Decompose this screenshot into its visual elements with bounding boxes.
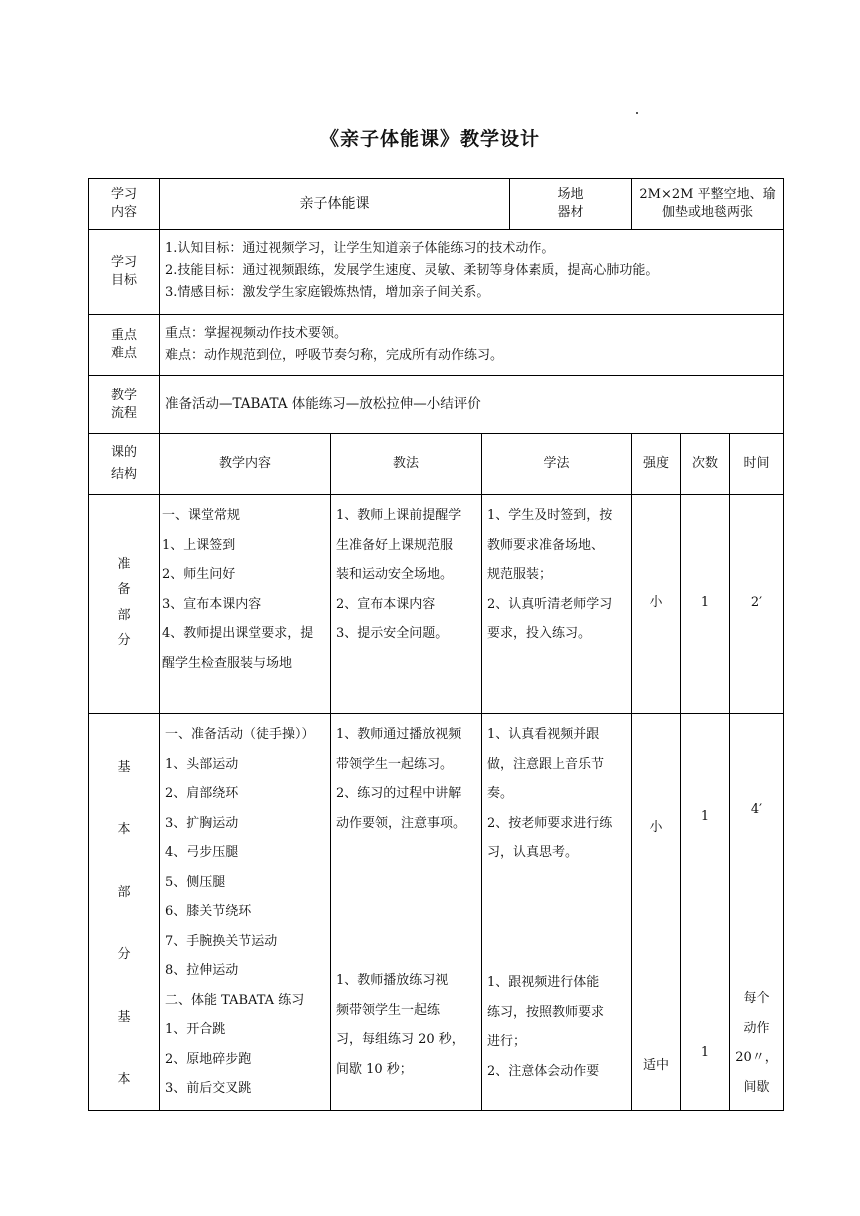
duration-line: 间歇 [743,1079,770,1095]
part-char: 备 [117,582,131,598]
prep-duration-cell [729,494,784,714]
label-venue: 场地 器材 [509,178,632,230]
part-char: 分 [117,947,131,963]
content-line: 1、开合跳 [165,1022,226,1037]
learn-line: 奏。 [487,786,514,801]
header-content: 教学内容 [159,433,331,495]
prep-intensity: 小 [649,595,663,610]
learn-line: 1、跟视频进行体能 [487,975,600,990]
prep-content [159,494,331,714]
learn-line: 教师要求准备场地、 [487,537,605,553]
content-line: 2、师生问好 [162,567,236,583]
teach-line: 装和运动安全场地。 [336,567,454,583]
teach-line: 间歇 10 秒； [336,1061,413,1077]
content-line: 5、侧压腿 [165,874,226,890]
part-char: 本 [117,822,131,838]
part-char: 部 [117,884,131,900]
prep-learn [481,494,632,714]
learn-line: 习，认真思考。 [487,845,579,860]
content-line: 6、膝关节绕环 [165,904,252,919]
content-line: 7、手腕换关节运动 [165,933,278,949]
content-line: 2、原地碎步跑 [165,1051,252,1067]
goal-line: 1.认知目标：通过视频学习，让学生知道亲子体能练习的技术动作。 [165,241,555,256]
goal-line: 3.情感目标：激发学生家庭锻炼热情，增加亲子间关系。 [165,285,490,300]
page-title: 《亲子体能课》教学设计 [319,128,540,150]
teach-line: 3、提示安全问题。 [336,626,449,642]
part-char: 分 [117,632,131,648]
label-study-content: 学习 内容 [88,178,160,230]
content-line: 8、拉伸运动 [165,963,239,978]
learn-line: 练习，按照教师要求 [487,1004,605,1020]
basic-duration-1: 4′ [750,802,763,817]
goal-line: 2.技能目标：通过视频跟练，发展学生速度、灵敏、柔韧等身体素质，提高心肺功能。 [165,263,659,278]
basic-learn [481,713,632,1111]
teach-line: 1、教师上课前提醒学 [336,508,462,523]
teach-line: 频带领学生一起练 [336,1002,441,1018]
basic-intensity-cell [631,713,681,1111]
prep-part-label [88,494,160,714]
content-line: 1、头部运动 [165,756,239,772]
teach-line: 2、宣布本课内容 [336,596,436,612]
teach-line: 习，每组练习 20 秒， [336,1032,465,1047]
basic-intensity-2: 适中 [642,1058,669,1073]
content-line: 3、扩胸运动 [165,815,239,831]
duration-line: 20〃， [735,1050,778,1065]
header-teach: 教法 [330,433,482,495]
venue-value: 2M×2M 平整空地、瑜 伽垫或地毯两张 [631,178,784,230]
flow-content: 准备活动—TABATA 体能练习—放松拉伸—小结评价 [159,375,784,434]
basic-duration-cell [729,713,784,1111]
teach-line: 带领学生一起练习。 [336,756,454,772]
learn-line: 1、学生及时签到，按 [487,508,613,523]
stray-dot [636,112,638,114]
prep-teach [330,494,482,714]
header-learn: 学法 [481,433,632,495]
basic-times-2: 1 [700,1045,710,1060]
header-intensity: 强度 [631,433,681,495]
part-char: 部 [117,607,131,623]
teach-line: 1、教师播放练习视 [336,973,449,988]
part-char: 本 [117,1071,131,1087]
basic-intensity-1: 小 [649,820,663,835]
learn-line: 进行； [487,1034,527,1049]
content-line: 3、宣布本课内容 [162,596,262,612]
header-times: 次数 [680,433,730,495]
basic-part-label [88,713,160,1111]
header-duration: 时间 [729,433,784,495]
basic-teach [330,713,482,1111]
header-structure: 课的 结构 [88,433,160,495]
duration-line: 每个 [743,991,770,1006]
prep-intensity-cell [631,494,681,714]
duration-line: 动作 [743,1020,770,1036]
teach-line: 生准备好上课规范服 [336,537,454,553]
basic-times-cell [680,713,730,1111]
label-flow: 教学 流程 [88,375,160,434]
content-line: 二、体能 TABATA 练习 [165,992,305,1008]
study-content-value: 亲子体能课 [159,178,510,230]
content-line: 一、准备活动（徒手操）） [165,727,315,742]
learn-line: 规范服装； [487,567,553,583]
prep-times-cell [680,494,730,714]
content-line: 4、教师提出课堂要求，提 [162,626,314,642]
key-points-content [159,314,784,376]
label-goals: 学习 目标 [88,229,160,315]
learn-line: 2、注意体会动作要 [487,1063,600,1079]
learn-line: 做，注意跟上音乐节 [487,756,605,772]
basic-times-1: 1 [700,809,710,824]
content-line: 4、弓步压腿 [165,845,239,860]
part-char: 基 [117,1009,131,1025]
key-point-line: 重点：掌握视频动作技术要领。 [165,326,348,341]
content-line: 醒学生检查服装与场地 [162,655,293,671]
prep-duration: 2′ [750,595,763,610]
learn-line: 2、认真听清老师学习 [487,596,613,612]
part-char: 准 [117,557,131,572]
part-char: 基 [117,760,131,775]
learn-line: 2、按老师要求进行练 [487,815,613,831]
goals-content [159,229,784,315]
content-line: 2、肩部绕环 [165,786,239,801]
basic-content [159,713,331,1111]
label-key-points: 重点 难点 [88,314,160,376]
teach-line: 2、练习的过程中讲解 [336,786,462,801]
teach-line: 动作要领，注意事项。 [336,815,467,831]
learn-line: 要求，投入练习。 [487,626,592,642]
content-line: 一、课堂常规 [162,508,241,523]
content-line: 3、前后交叉跳 [165,1081,252,1096]
key-point-line: 难点：动作规范到位，呼吸节奏匀称，完成所有动作练习。 [165,348,504,363]
prep-times: 1 [700,595,710,610]
teach-line: 1、教师通过播放视频 [336,727,462,742]
learn-line: 1、认真看视频并跟 [487,727,600,742]
content-line: 1、上课签到 [162,537,236,553]
